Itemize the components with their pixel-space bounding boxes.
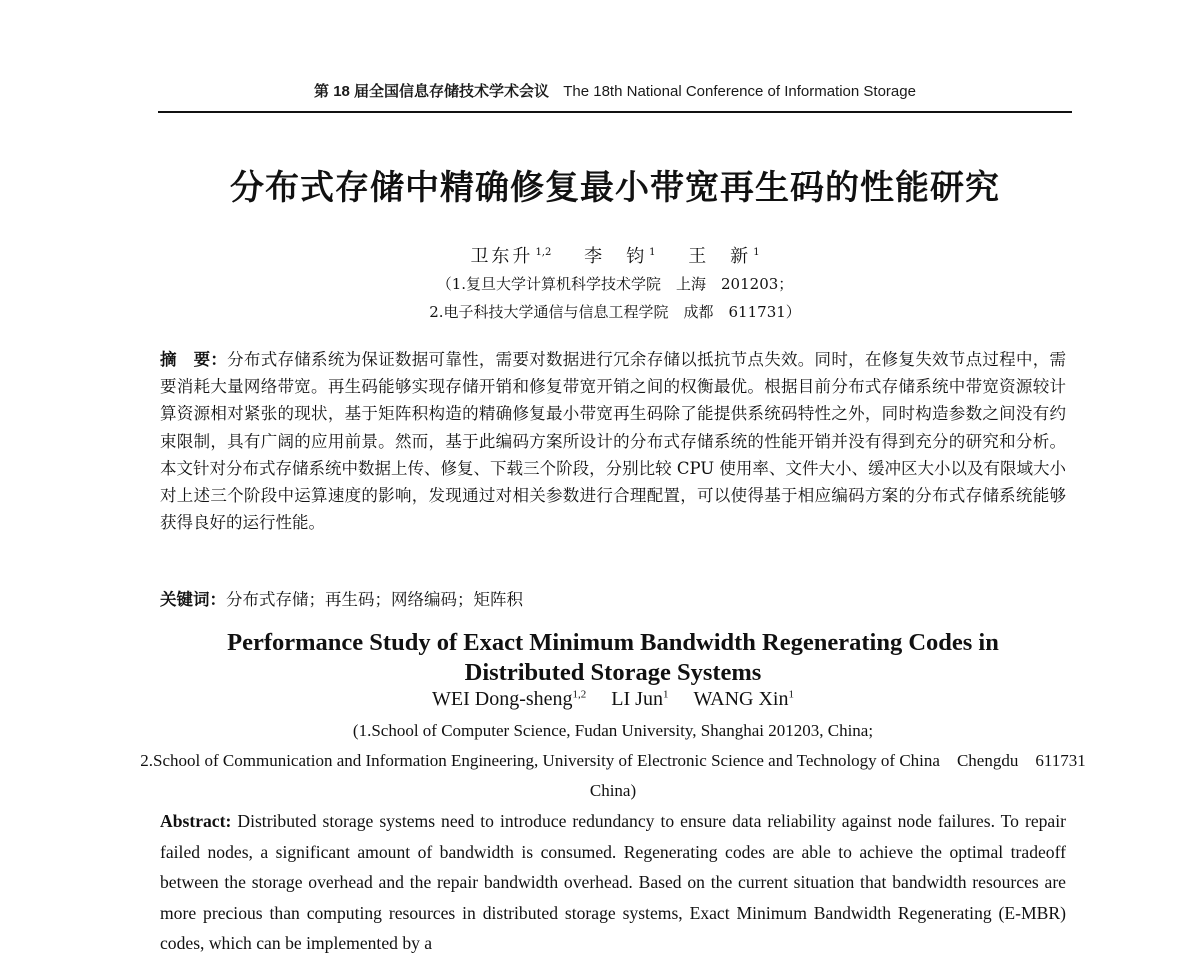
en-title-line-2: Distributed Storage Systems: [464, 659, 762, 686]
zh-keywords: [160, 586, 1066, 613]
en-author: [693, 688, 794, 710]
en-title-line-1: Performance Study of Exact Minimum Bandwidth Regenerating Codes in: [227, 629, 999, 656]
zh-title: 分布式存储中精确修复最小带宽再生码的性能研究: [230, 168, 1000, 208]
zh-keywords-label: 关键词：: [160, 590, 226, 609]
en-author: [432, 688, 586, 710]
en-abstract-label: Abstract:: [160, 811, 232, 831]
en-author-name: WANG Xin: [693, 688, 789, 710]
zh-author-name: 李 钧: [584, 246, 648, 267]
zh-author-list: [0, 242, 1200, 268]
en-author-affil-mark: 1: [662, 688, 669, 701]
zh-affiliation-line-1: （1.复旦大学计算机科学技术学院 上海 201203；: [436, 275, 794, 293]
zh-author-affil-mark: 1,2: [535, 247, 552, 258]
en-affiliation-line-2: 2.School of Communication and Information Engineering, University of Electronic Science and Technology of China Chengdu 611731 China): [140, 751, 1103, 800]
en-title: [160, 628, 1066, 688]
zh-keywords-text: 分布式存储；再生码；网络编码；矩阵积: [226, 590, 523, 609]
zh-author-name: 卫东升: [470, 246, 534, 267]
en-author-affil-mark: 1,2: [572, 688, 587, 701]
zh-author-name: 王 新: [688, 246, 752, 267]
zh-abstract: [160, 346, 1066, 536]
en-abstract: [160, 806, 1066, 959]
zh-author-affil-mark: 1: [649, 247, 656, 258]
en-author-affil-mark: 1: [788, 688, 794, 701]
en-author: [611, 688, 668, 710]
en-affiliation-line-1: (1.School of Computer Science, Fudan University, Shanghai 201203, China;: [352, 721, 874, 740]
zh-abstract-label: 摘 要：: [160, 350, 228, 369]
zh-affiliation-line-2: 2.电子科技大学通信与信息工程学院 成都 611731）: [429, 303, 801, 321]
zh-author: [584, 246, 655, 267]
header-rule: [158, 111, 1072, 113]
en-author-list: [160, 688, 1066, 711]
en-abstract-text: Distributed storage systems need to introduce redundancy to ensure data reliability against node failures. To repair failed nodes, a significant amount of bandwidth is consumed. Regenerating codes are able to achieve the optimal tradeoff between the storage overhead and the repair bandwidth overhead. Based on the current situation that bandwidth resources are more precious than computing resources in distributed storage systems, Exact Minimum Bandwidth Regenerating (E-MBR) codes, which can be implemented by a: [160, 811, 1066, 953]
running-header-zh: 第 18 届全国信息存储技术学术会议: [314, 83, 550, 100]
running-header: [158, 80, 1072, 101]
en-author-name: LI Jun: [611, 688, 663, 710]
zh-author: [688, 246, 759, 267]
running-header-en: The 18th National Conference of Information Storage: [563, 83, 916, 100]
zh-author-affil-mark: 1: [753, 247, 760, 258]
zh-abstract-text: 分布式存储系统为保证数据可靠性，需要对数据进行冗余存储以抵抗节点失效。同时，在修复失效节点过程中，需要消耗大量网络带宽。再生码能够实现存储开销和修复带宽开销之间的权衡最优。根据目前分布式存储系统中带宽资源较计算资源相对紧张的现状，基于矩阵积构造的精确修复最小带宽再生码除了能提供系统码特性之外，同时构造参数之间没有约束限制，具有广阔的应用前景。然而，基于此编码方案所设计的分布式存储系统的性能开销并没有得到充分的研究和分析。本文针对分布式存储系统中数据上传、修复、下载三个阶段，分别比较 CPU 使用率、文件大小、缓冲区大小以及有限域大小对上述三个阶段中运算速度的影响，发现通过对相关参数进行合理配置，可以使得基于相应编码方案的分布式存储系统能够获得良好的运行性能。: [160, 350, 1067, 533]
zh-author: [470, 246, 551, 267]
en-author-name: WEI Dong-sheng: [432, 688, 573, 710]
